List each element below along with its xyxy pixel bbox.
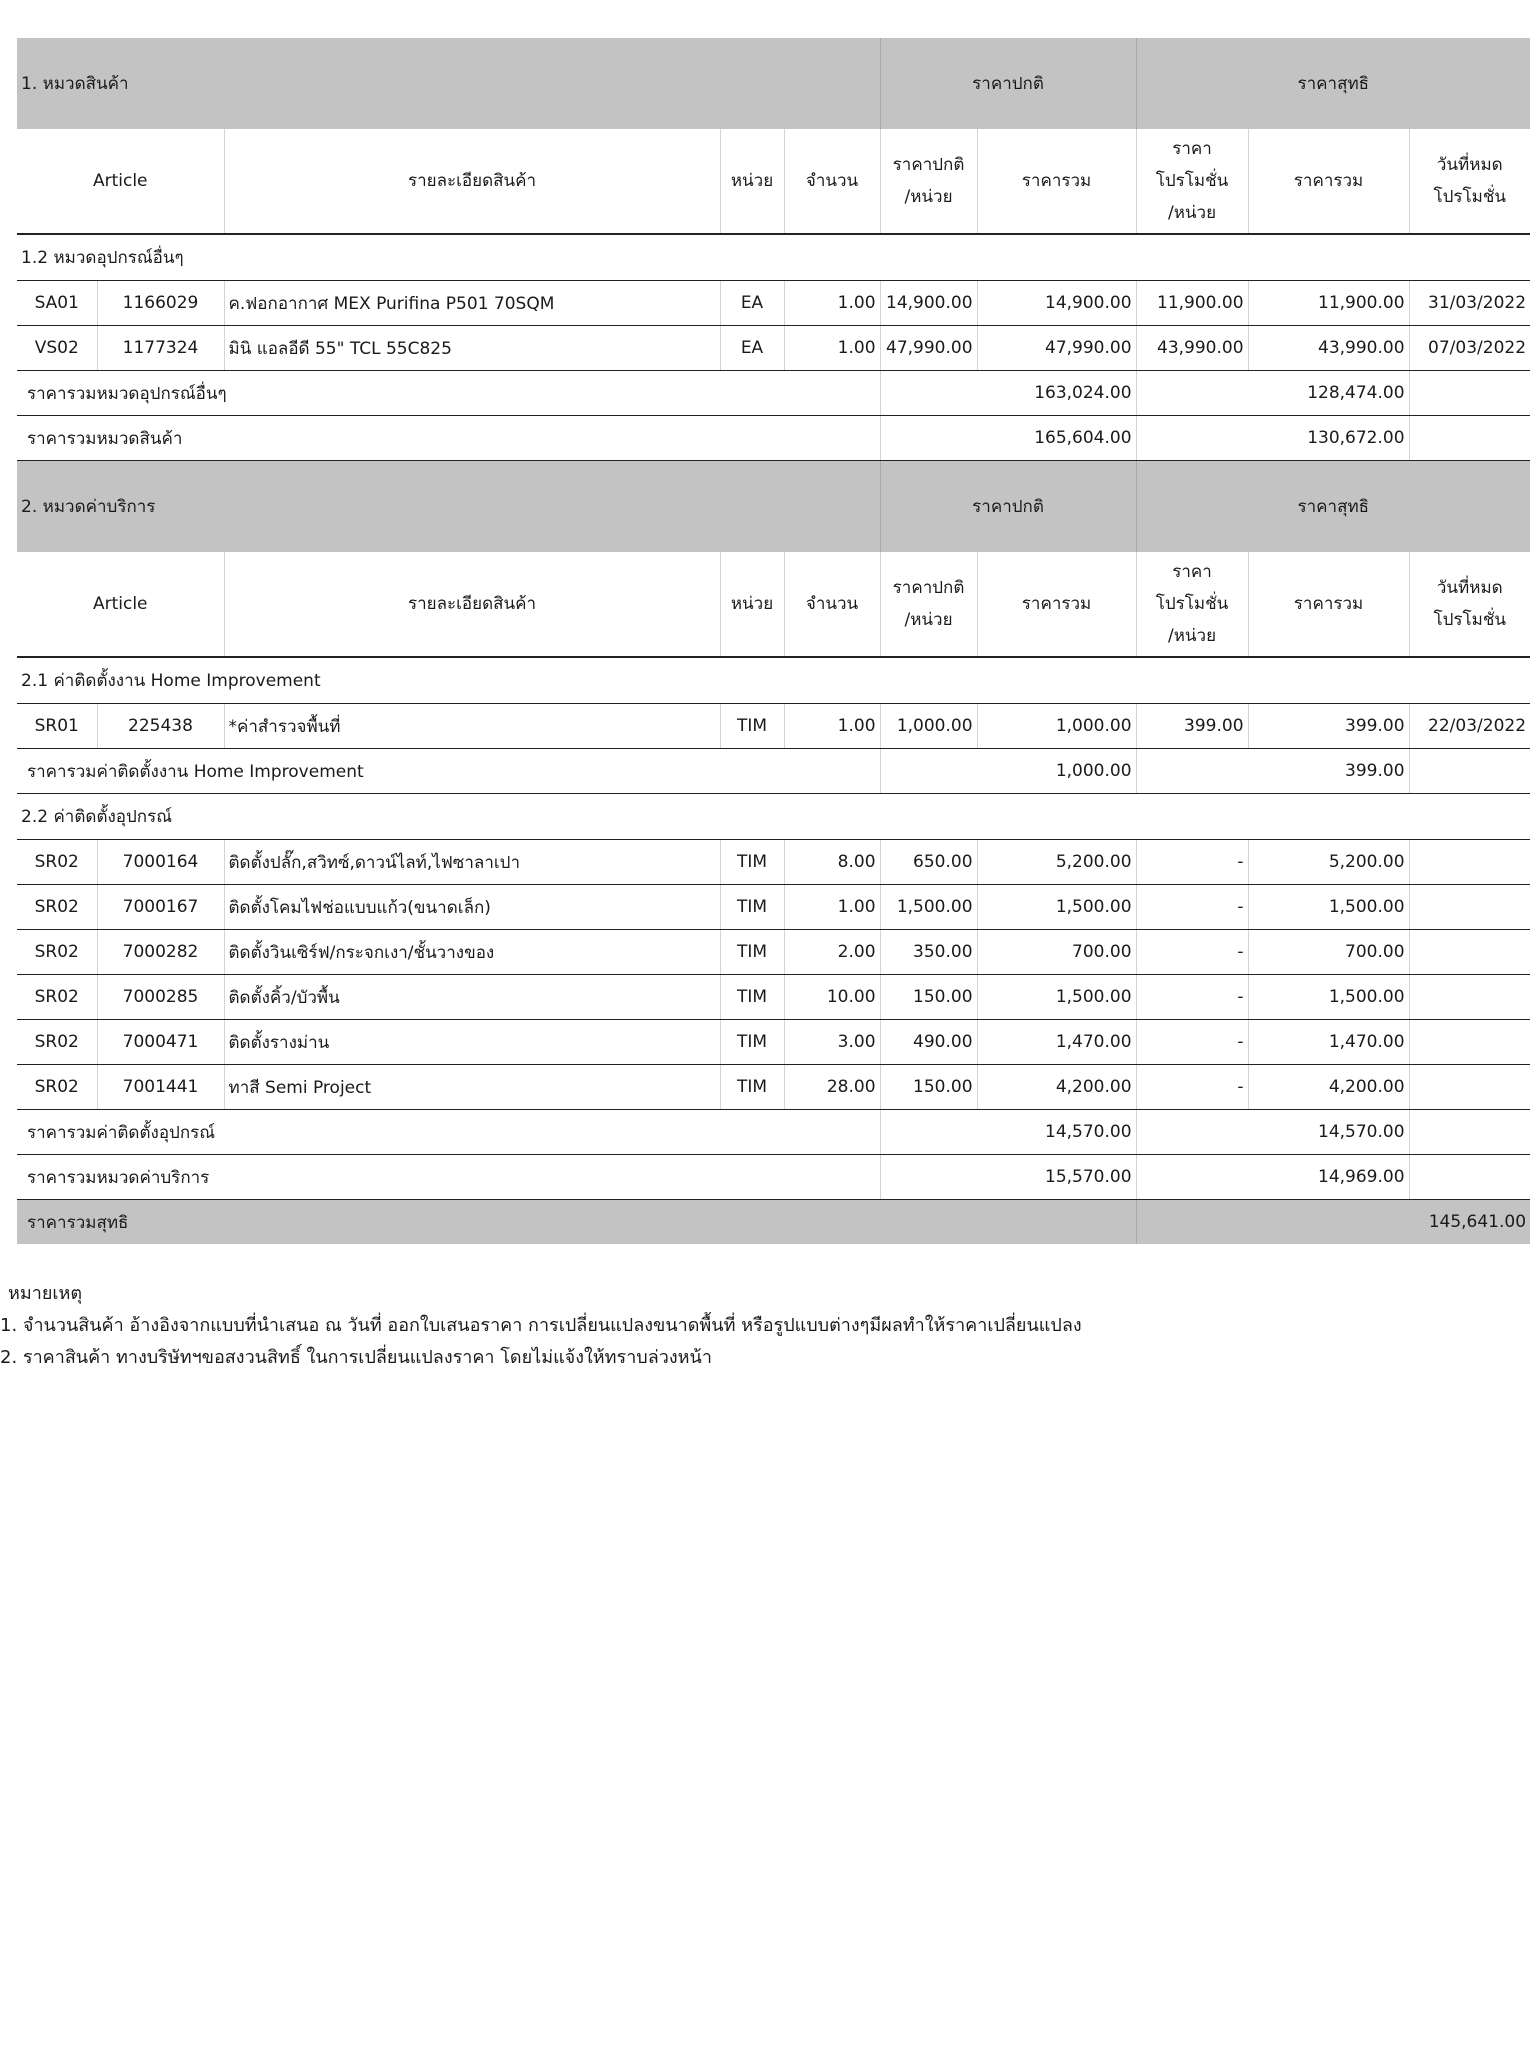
empty-cell [1409,749,1530,794]
item-promo-total: 1,470.00 [1248,1020,1409,1065]
item-code: SR02 [17,885,97,930]
description-header [224,552,720,657]
total-header-line: ราคารวม [1021,594,1092,614]
total-section-1-regular: 165,604.00 [880,416,1136,461]
subtotal-2-1-label: ราคารวมค่าติดตั้งงาน Home Improvement [17,749,880,794]
item-code: SR02 [17,975,97,1020]
regular-price-header: ราคาปกติ [880,461,1136,553]
table-row [17,704,1530,749]
empty-cell [1409,1110,1530,1155]
table-row [17,930,1530,975]
item-expiry [1409,1020,1530,1065]
subcategory-2-2 [17,794,1530,840]
subtotal-2-1-regular: 1,000.00 [880,749,1136,794]
promo-price-header-line: /หน่วย [1168,203,1217,223]
item-total: 4,200.00 [977,1065,1136,1110]
item-qty: 3.00 [784,1020,880,1065]
table-row [17,281,1530,326]
quotation-table [17,38,1530,1244]
expiry-header-line: วันที่หมด [1436,578,1503,598]
unit-price-header-line: ราคาปกติ [892,155,965,175]
item-expiry: 07/03/2022 [1409,326,1530,371]
subtotal-2-1 [17,749,1530,794]
item-qty: 1.00 [784,326,880,371]
promo-total-header-line: ราคารวม [1293,171,1364,191]
total-section-1-net: 130,672.00 [1136,416,1409,461]
item-unit: TIM [720,930,784,975]
item-article: 1166029 [97,281,224,326]
table-row [17,885,1530,930]
subtotal-2-1-net: 399.00 [1136,749,1409,794]
note-2: 2. ราคาสินค้า ทางบริษัทฯขอสงวนสิทธิ์ ในการเปลี่ยนแปลงราคา โดยไม่แจ้งให้ทราบล่วงหน้า [0,1347,712,1368]
total-header [977,552,1136,657]
total-section-1 [17,416,1530,461]
unit-header-line: หน่วย [730,171,774,191]
promo-price-header-line: ราคา [1172,139,1212,159]
item-total: 5,200.00 [977,840,1136,885]
description-header-line: รายละเอียดสินค้า [407,171,537,191]
item-unit: EA [720,281,784,326]
item-expiry [1409,975,1530,1020]
article-header-line: Article [92,594,148,614]
item-unit: TIM [720,885,784,930]
notes [0,1278,1082,1374]
item-promo-price: - [1136,930,1248,975]
note-1: 1. จำนวนสินค้า อ้างอิงจากแบบที่นำเสนอ ณ วันที่ ออกใบเสนอราคา การเปลี่ยนแปลงขนาดพื้นที่ หรือรูปแบบต่างๆมีผลทำให้ราคาเปลี่ยนแปลง [0,1315,1082,1336]
item-unit: EA [720,326,784,371]
unit-header [720,552,784,657]
item-code: SR02 [17,1065,97,1110]
article-header [17,552,224,657]
item-description: ติดตั้งรางม่าน [224,1020,720,1065]
unit-header [720,129,784,234]
subcategory-title: 1.2 หมวดอุปกรณ์อื่นๆ [17,234,1530,281]
item-promo-total: 11,900.00 [1248,281,1409,326]
qty-header-line: จำนวน [805,594,859,614]
item-promo-price: - [1136,840,1248,885]
item-total: 700.00 [977,930,1136,975]
total-section-1-label: ราคารวมหมวดสินค้า [17,416,880,461]
expiry-header [1409,129,1530,234]
total-section-2-label: ราคารวมหมวดค่าบริการ [17,1155,880,1200]
item-article: 7001441 [97,1065,224,1110]
promo-price-header-line: โปรโมชั่น [1155,594,1229,614]
subcategory-title: 2.2 ค่าติดตั้งอุปกรณ์ [17,794,1530,840]
item-qty: 10.00 [784,975,880,1020]
qty-header-line: จำนวน [805,171,859,191]
item-promo-total: 4,200.00 [1248,1065,1409,1110]
regular-price-header: ราคาปกติ [880,38,1136,129]
subtotal-2-2-regular: 14,570.00 [880,1110,1136,1155]
empty-cell [1409,1155,1530,1200]
subtotal-1-2-regular: 163,024.00 [880,371,1136,416]
total-section-2 [17,1155,1530,1200]
item-qty: 1.00 [784,704,880,749]
item-expiry [1409,840,1530,885]
item-unit-price: 490.00 [880,1020,977,1065]
promo-total-header [1248,129,1409,234]
notes-title: หมายเหตุ [8,1283,83,1304]
item-qty: 1.00 [784,281,880,326]
promo-price-header [1136,552,1248,657]
item-promo-price: - [1136,885,1248,930]
total-section-2-regular: 15,570.00 [880,1155,1136,1200]
total-header [977,129,1136,234]
item-promo-price: 399.00 [1136,704,1248,749]
item-unit-price: 1,500.00 [880,885,977,930]
subcategory-1-2 [17,234,1530,281]
unit-header-line: หน่วย [730,594,774,614]
unit-price-header-line: ราคาปกติ [892,578,965,598]
item-code: SR02 [17,930,97,975]
item-unit-price: 1,000.00 [880,704,977,749]
total-header-line: ราคารวม [1021,171,1092,191]
promo-total-header [1248,552,1409,657]
item-promo-total: 1,500.00 [1248,885,1409,930]
item-unit-price: 650.00 [880,840,977,885]
item-description: ค.ฟอกอากาศ MEX Purifina P501 70SQM [224,281,720,326]
subtotal-1-2-label: ราคารวมหมวดอุปกรณ์อื่นๆ [17,371,880,416]
item-promo-price: 11,900.00 [1136,281,1248,326]
subtotal-1-2 [17,371,1530,416]
grand-total-row [17,1200,1530,1245]
item-description: มินิ แอลอีดี 55" TCL 55C825 [224,326,720,371]
table-row [17,1020,1530,1065]
item-qty: 2.00 [784,930,880,975]
item-description: ติดตั้งวินเซิร์ฟ/กระจกเงา/ชั้นวางของ [224,930,720,975]
table-row [17,975,1530,1020]
subcategory-2-1 [17,657,1530,704]
item-unit-price: 350.00 [880,930,977,975]
section-title: 2. หมวดค่าบริการ [17,461,880,553]
section-title: 1. หมวดสินค้า [17,38,880,129]
table-row [17,326,1530,371]
qty-header [784,552,880,657]
item-promo-total: 700.00 [1248,930,1409,975]
item-article: 7000471 [97,1020,224,1065]
item-promo-total: 43,990.00 [1248,326,1409,371]
item-description: *ค่าสำรวจพื้นที่ [224,704,720,749]
item-unit-price: 47,990.00 [880,326,977,371]
item-total: 1,500.00 [977,885,1136,930]
item-total: 14,900.00 [977,281,1136,326]
item-unit: TIM [720,1020,784,1065]
item-expiry: 22/03/2022 [1409,704,1530,749]
item-qty: 1.00 [784,885,880,930]
item-expiry [1409,930,1530,975]
subtotal-2-2-net: 14,570.00 [1136,1110,1409,1155]
column-header-row [17,129,1530,234]
item-promo-price: - [1136,975,1248,1020]
column-header-row [17,552,1530,657]
item-qty: 28.00 [784,1065,880,1110]
item-article: 7000285 [97,975,224,1020]
promo-price-header-line: โปรโมชั่น [1155,171,1229,191]
item-description: ติดตั้งคิ้ว/บัวพื้น [224,975,720,1020]
table-row [17,1065,1530,1110]
item-expiry [1409,1065,1530,1110]
promo-total-header-line: ราคารวม [1293,594,1364,614]
item-expiry [1409,885,1530,930]
item-promo-price: 43,990.00 [1136,326,1248,371]
section-2-header [17,461,1530,553]
empty-cell [1409,371,1530,416]
item-unit: TIM [720,704,784,749]
item-unit: TIM [720,975,784,1020]
grand-total-label: ราคารวมสุทธิ [17,1200,1136,1245]
item-code: SR02 [17,1020,97,1065]
item-total: 47,990.00 [977,326,1136,371]
item-description: ติดตั้งปลั๊ก,สวิทซ์,ดาวน์ไลท์,ไฟซาลาเปา [224,840,720,885]
item-total: 1,470.00 [977,1020,1136,1065]
description-header [224,129,720,234]
item-promo-total: 399.00 [1248,704,1409,749]
grand-total-value: 145,641.00 [1136,1200,1530,1245]
promo-price-header [1136,129,1248,234]
promo-price-header-line: /หน่วย [1168,626,1217,646]
total-section-2-net: 14,969.00 [1136,1155,1409,1200]
article-header-line: Article [92,171,148,191]
subtotal-1-2-net: 128,474.00 [1136,371,1409,416]
net-price-header: ราคาสุทธิ [1136,461,1530,553]
empty-cell [1409,416,1530,461]
net-price-header: ราคาสุทธิ [1136,38,1530,129]
item-qty: 8.00 [784,840,880,885]
expiry-header-line: โปรโมชั่น [1433,187,1507,207]
item-code: SR01 [17,704,97,749]
item-unit-price: 150.00 [880,975,977,1020]
item-article: 7000282 [97,930,224,975]
item-promo-total: 1,500.00 [1248,975,1409,1020]
expiry-header-line: วันที่หมด [1436,155,1503,175]
item-code: SA01 [17,281,97,326]
item-unit: TIM [720,1065,784,1110]
expiry-header [1409,552,1530,657]
item-code: VS02 [17,326,97,371]
item-article: 7000164 [97,840,224,885]
subtotal-2-2-label: ราคารวมค่าติดตั้งอุปกรณ์ [17,1110,880,1155]
unit-price-header-line: /หน่วย [904,610,953,630]
item-total: 1,500.00 [977,975,1136,1020]
item-expiry: 31/03/2022 [1409,281,1530,326]
subcategory-title: 2.1 ค่าติดตั้งงาน Home Improvement [17,657,1530,704]
item-article: 1177324 [97,326,224,371]
item-promo-price: - [1136,1065,1248,1110]
section-1-header [17,38,1530,129]
item-unit-price: 14,900.00 [880,281,977,326]
description-header-line: รายละเอียดสินค้า [407,594,537,614]
item-article: 7000167 [97,885,224,930]
unit-price-header [880,129,977,234]
item-unit: TIM [720,840,784,885]
item-unit-price: 150.00 [880,1065,977,1110]
item-code: SR02 [17,840,97,885]
item-description: ติดตั้งโคมไฟช่อแบบแก้ว(ขนาดเล็ก) [224,885,720,930]
unit-price-header [880,552,977,657]
item-article: 225438 [97,704,224,749]
item-promo-total: 5,200.00 [1248,840,1409,885]
article-header [17,129,224,234]
table-row [17,840,1530,885]
qty-header [784,129,880,234]
item-total: 1,000.00 [977,704,1136,749]
item-promo-price: - [1136,1020,1248,1065]
item-description: ทาสี Semi Project [224,1065,720,1110]
promo-price-header-line: ราคา [1172,562,1212,582]
unit-price-header-line: /หน่วย [904,187,953,207]
subtotal-2-2 [17,1110,1530,1155]
expiry-header-line: โปรโมชั่น [1433,610,1507,630]
